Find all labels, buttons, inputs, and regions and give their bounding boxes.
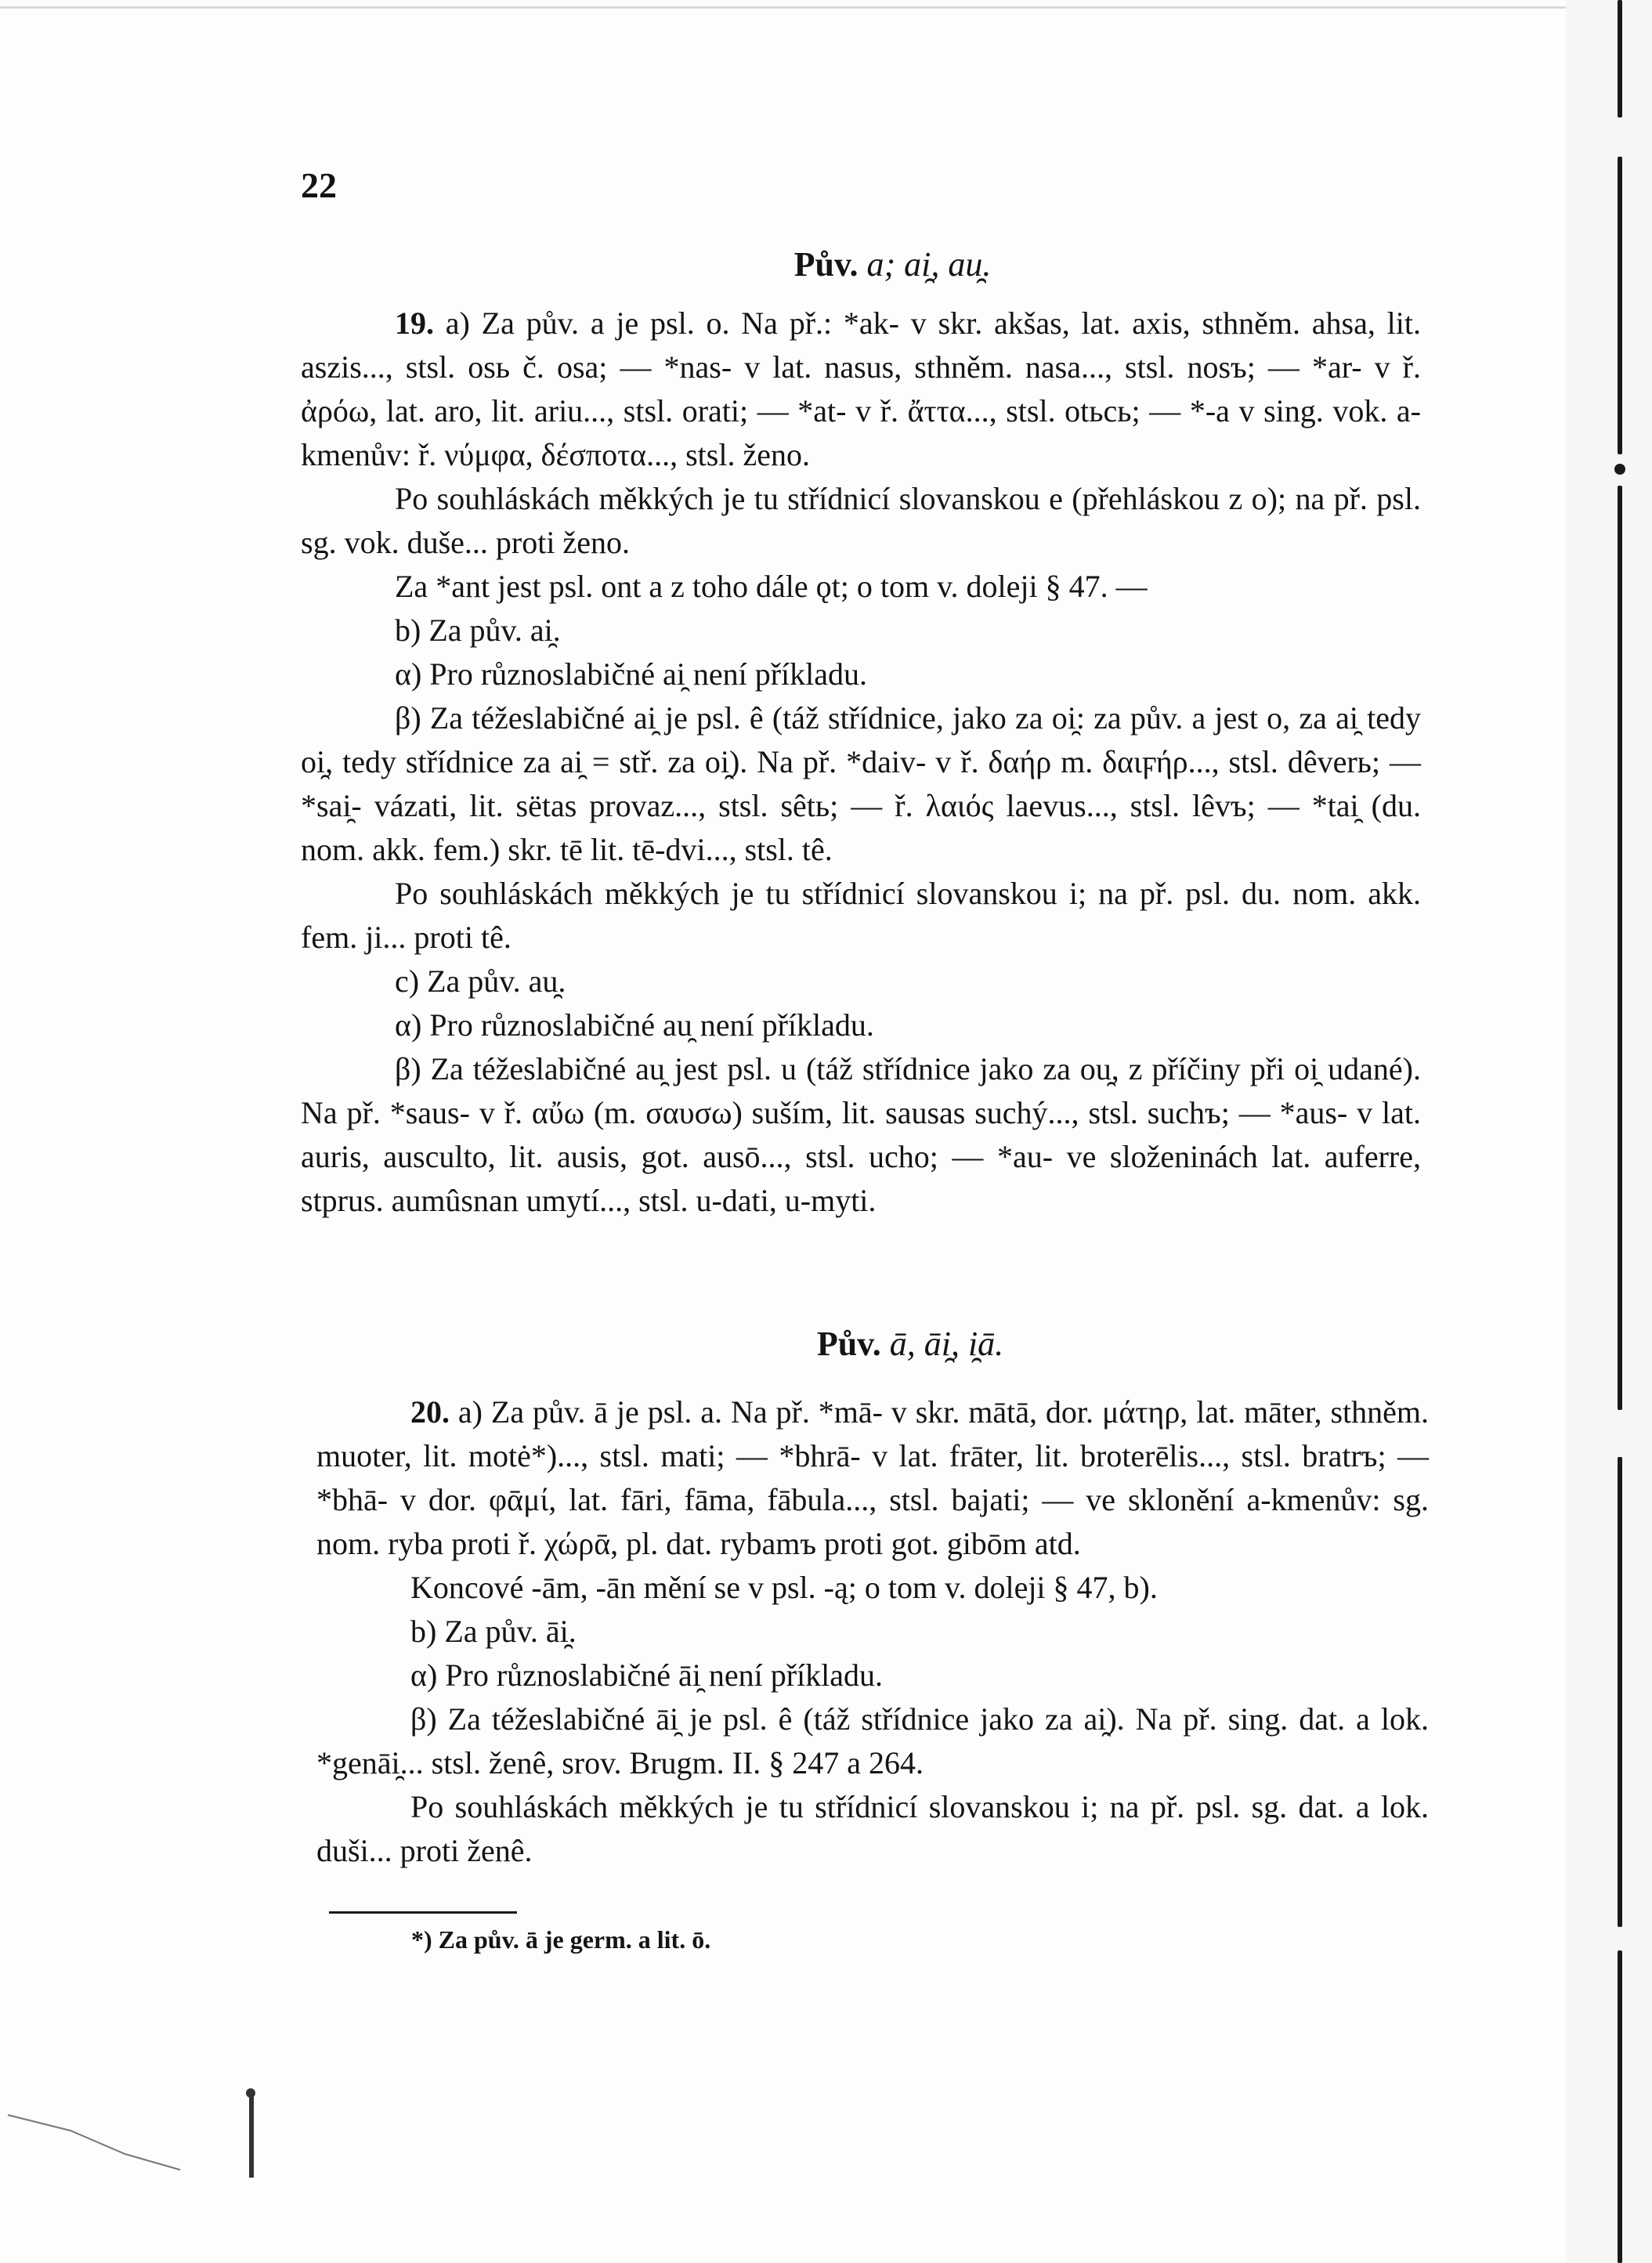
subsection-heading: c) Za pův. au̯. bbox=[395, 963, 566, 999]
scan-edge-mark bbox=[1614, 464, 1625, 475]
paragraph bbox=[301, 302, 1421, 477]
heading-text: a; ai̯, au̯. bbox=[866, 245, 992, 284]
paragraph: β) Za téžeslabičné au̯ jest psl. u (táž střídnice jako za ou̯, z příčiny při oi̯ udané). Na př. *saus- v ř. αὔω (m. σαυσω) suším, lit. sausas suchý..., stsl. suchъ; — *aus- v lat. auris, ausculto, lit. ausis, got. ausō..., stsl. ucho; — *au- ve složeninách lat. auferre, stprus. aumûsnan umytí..., stsl. u-dati, u-myti. bbox=[301, 1051, 1421, 1218]
paragraph: α) Pro různoslabičné au̯ není příkladu. bbox=[395, 1007, 874, 1043]
paragraph-text: a) Za pův. a je psl. o. Na př.: *ak- v skr. akšas, lat. axis, sthněm. ahsa, lit. aszis..., stsl. osь č. osa; — *nas- v lat. nasus, sthněm. nasa..., stsl. nosъ; — *ar- v ř. ἀρόω, lat. aro, lit. ariu..., stsl. orati; — *at- v ř. ἄττα..., stsl. otьcь; — *-a v sing. vok. a-kmenův: ř. νύμφα, δέσποτα..., stsl. ženo. bbox=[301, 305, 1422, 472]
paragraph-number: 19. bbox=[395, 305, 434, 341]
scan-edge-line bbox=[1618, 486, 1622, 1410]
scan-edge-line bbox=[1618, 1457, 1622, 1927]
subsection-heading: b) Za pův. ai̯. bbox=[395, 613, 561, 648]
paragraph-number: 20. bbox=[410, 1394, 450, 1430]
scan-scratch bbox=[8, 2115, 180, 2170]
section-heading bbox=[0, 1324, 1652, 1364]
heading-prefix: Pův. bbox=[793, 245, 859, 284]
scan-edge-line bbox=[1618, 0, 1622, 117]
heading-text: ā, āi̯, i̯ā. bbox=[889, 1325, 1004, 1363]
scan-top-rule bbox=[0, 6, 1582, 9]
scan-edge-line bbox=[1618, 157, 1622, 454]
paragraph: β) Za téžeslabičné āi̯ je psl. ê (táž střídnice jako za ai̯). Na př. sing. dat. a lok. *genāi̯... stsl. ženê, srov. Brugm. II. § 247 a 264. bbox=[316, 1701, 1429, 1780]
paragraph: Koncové -ām, -ān mění se v psl. -ą; o tom v. doleji § 47, b). bbox=[410, 1570, 1158, 1605]
footnote: *) Za pův. ā je germ. a lit. ō. bbox=[411, 1925, 711, 1954]
scan-speck bbox=[246, 2088, 255, 2098]
paragraph: Po souhláskách měkkých je tu střídnicí slovanskou e (přehláskou z o); na př. psl. sg. vok. duše... proti ženo. bbox=[301, 481, 1421, 560]
subsection-heading: b) Za pův. āi̯. bbox=[410, 1614, 577, 1649]
heading-prefix: Pův. bbox=[816, 1325, 881, 1363]
scan-speck bbox=[249, 2091, 254, 2178]
paragraph: α) Pro různoslabičné āi̯ není příkladu. bbox=[410, 1657, 884, 1693]
paragraph: β) Za téžeslabičné ai̯ je psl. ê (táž střídnice, jako za oi̯: za pův. a jest o, za ai̯ tedy oi̯, tedy střídnice za ai̯ = stř. za oi̯). Na př. *daiv- v ř. δαήρ m. δαιϝήρ..., stsl. dêverь; — *sai̯- vázati, lit. sëtas provaz..., stsl. sêtь; — ř. λαιός laevus..., stsl. lêvъ; — *tai̯ (du. nom. akk. fem.) skr. tē lit. tē-dvi..., stsl. tê. bbox=[301, 700, 1421, 867]
page-number: 22 bbox=[301, 165, 337, 205]
paragraph bbox=[316, 1390, 1429, 1566]
paragraph-text: a) Za pův. ā je psl. a. Na př. *mā- v skr. mātā, dor. μάτηρ, lat. māter, sthněm. muoter, lit. motė*)..., stsl. mati; — *bhrā- v lat. frāter, lit. broterēlis..., stsl. bratrъ; — *bhā- v dor. φᾱμί, lat. fāri, fāma, fābula..., stsl. bajati; — ve sklonění a-kmenův: sg. nom. ryba proti ř. χώρᾱ, pl. dat. rybamъ proti got. gibōm atd. bbox=[316, 1394, 1429, 1561]
paragraph: α) Pro různoslabičné ai̯ není příkladu. bbox=[395, 656, 868, 692]
scan-right-edge bbox=[1566, 0, 1652, 2263]
paragraph: Za *ant jest psl. ont a z toho dále ǫt; o tom v. doleji § 47. — bbox=[395, 569, 1148, 604]
paragraph: Po souhláskách měkkých je tu střídnicí slovanskou i; na př. psl. sg. dat. a lok. duši... proti ženê. bbox=[316, 1789, 1429, 1868]
scan-specks bbox=[0, 2084, 407, 2263]
section-heading bbox=[0, 244, 1652, 284]
footnote-rule bbox=[329, 1911, 517, 1914]
section-19 bbox=[301, 302, 1421, 1223]
section-20 bbox=[316, 1390, 1429, 1873]
paragraph: Po souhláskách měkkých je tu střídnicí slovanskou i; na př. psl. du. nom. akk. fem. ji... proti tê. bbox=[301, 876, 1421, 955]
scan-edge-line bbox=[1618, 1950, 1622, 2263]
